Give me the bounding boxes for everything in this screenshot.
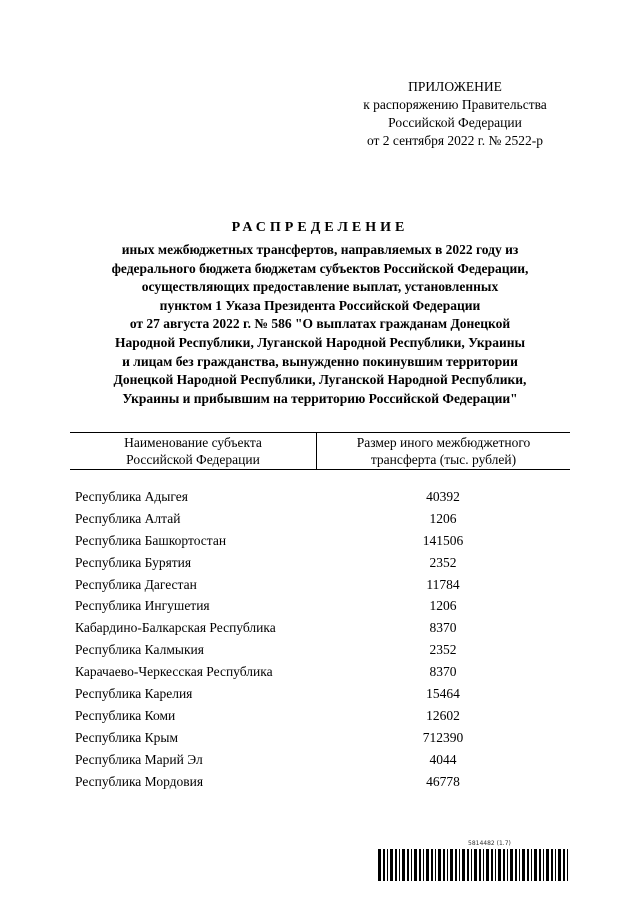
amount-value: 40392 xyxy=(426,488,460,504)
amount-value: 1206 xyxy=(429,598,457,614)
document-heading: РАСПРЕДЕЛЕНИЕ xyxy=(231,220,409,235)
amount-value: 1206 xyxy=(429,510,457,526)
table-row xyxy=(75,595,570,617)
region-name: Республика Алтай xyxy=(75,510,181,526)
document-subtitle xyxy=(60,241,580,408)
column-header-region: Наименование субъекта Российской Федерации xyxy=(124,435,262,467)
subtitle-line: и лицам без гражданства, вынужденно покинувшим территории xyxy=(122,353,518,369)
appendix-block xyxy=(330,78,580,150)
region-name: Кабардино-Балкарская Республика xyxy=(75,620,276,636)
amount-value: 4044 xyxy=(429,751,457,767)
table-row xyxy=(75,552,570,574)
region-name: Республика Ингушетия xyxy=(75,598,210,614)
table-row xyxy=(75,574,570,596)
table-row xyxy=(75,727,570,749)
region-name: Республика Бурятия xyxy=(75,554,192,570)
region-name: Карачаево-Черкесская Республика xyxy=(75,664,273,680)
table-body xyxy=(75,486,570,792)
table-row xyxy=(75,617,570,639)
subtitle-line: осуществляющих предоставление выплат, установленных xyxy=(141,279,499,295)
barcode-text: 5814482 (1.7) xyxy=(468,840,511,847)
region-name: Республика Калмыкия xyxy=(75,642,204,658)
region-name: Республика Дагестан xyxy=(75,576,197,592)
appendix-title: ПРИЛОЖЕНИЕ xyxy=(408,79,502,94)
amount-value: 46778 xyxy=(426,773,460,789)
barcode-icon xyxy=(378,849,570,881)
subtitle-line: Украины и прибывшим на территорию Российской Федерации" xyxy=(122,390,518,406)
region-name: Республика Крым xyxy=(75,729,179,745)
table-header xyxy=(70,432,570,470)
barcode xyxy=(378,840,570,882)
subtitle-line: от 27 августа 2022 г. № 586 "О выплатах гражданам Донецкой xyxy=(129,316,511,332)
table-row xyxy=(75,661,570,683)
subtitle-line: пунктом 1 Указа Президента Российской Федерации xyxy=(159,297,481,313)
region-name: Республика Башкортостан xyxy=(75,532,227,548)
subtitle-line: Донецкой Народной Республики, Луганской Народной Республики, xyxy=(113,372,527,388)
table-row xyxy=(75,749,570,771)
table-row xyxy=(75,486,570,508)
region-name: Республика Марий Эл xyxy=(75,751,203,767)
amount-value: 8370 xyxy=(429,620,457,636)
amount-value: 12602 xyxy=(426,707,460,723)
column-header-amount: Размер иного межбюджетного трансферта (тыс. рублей) xyxy=(316,433,570,469)
amount-value: 15464 xyxy=(426,685,460,701)
table-row xyxy=(75,639,570,661)
amount-value: 2352 xyxy=(429,642,457,658)
table-row xyxy=(75,771,570,793)
amount-value: 712390 xyxy=(422,729,464,745)
subtitle-line: Народной Республики, Луганской Народной Республики, Украины xyxy=(114,334,526,350)
amount-value: 11784 xyxy=(426,576,460,592)
subtitle-line: иных межбюджетных трансфертов, направляемых в 2022 году из xyxy=(121,242,519,257)
appendix-line: к распоряжению Правительства xyxy=(363,97,547,112)
subtitle-line: федерального бюджета бюджетам субъектов Российской Федерации, xyxy=(111,260,529,276)
table-row xyxy=(75,530,570,552)
table-row xyxy=(75,508,570,530)
amount-value: 141506 xyxy=(422,532,464,548)
table-row xyxy=(75,705,570,727)
amount-value: 8370 xyxy=(429,664,457,680)
appendix-date: от 2 сентября 2022 г. № 2522-р xyxy=(366,133,544,148)
region-name: Республика Мордовия xyxy=(75,773,204,789)
region-name: Республика Адыгея xyxy=(75,488,188,504)
appendix-line: Российской Федерации xyxy=(388,115,522,130)
region-name: Республика Карелия xyxy=(75,685,193,701)
table-row xyxy=(75,683,570,705)
region-name: Республика Коми xyxy=(75,707,176,723)
amount-value: 2352 xyxy=(429,554,457,570)
